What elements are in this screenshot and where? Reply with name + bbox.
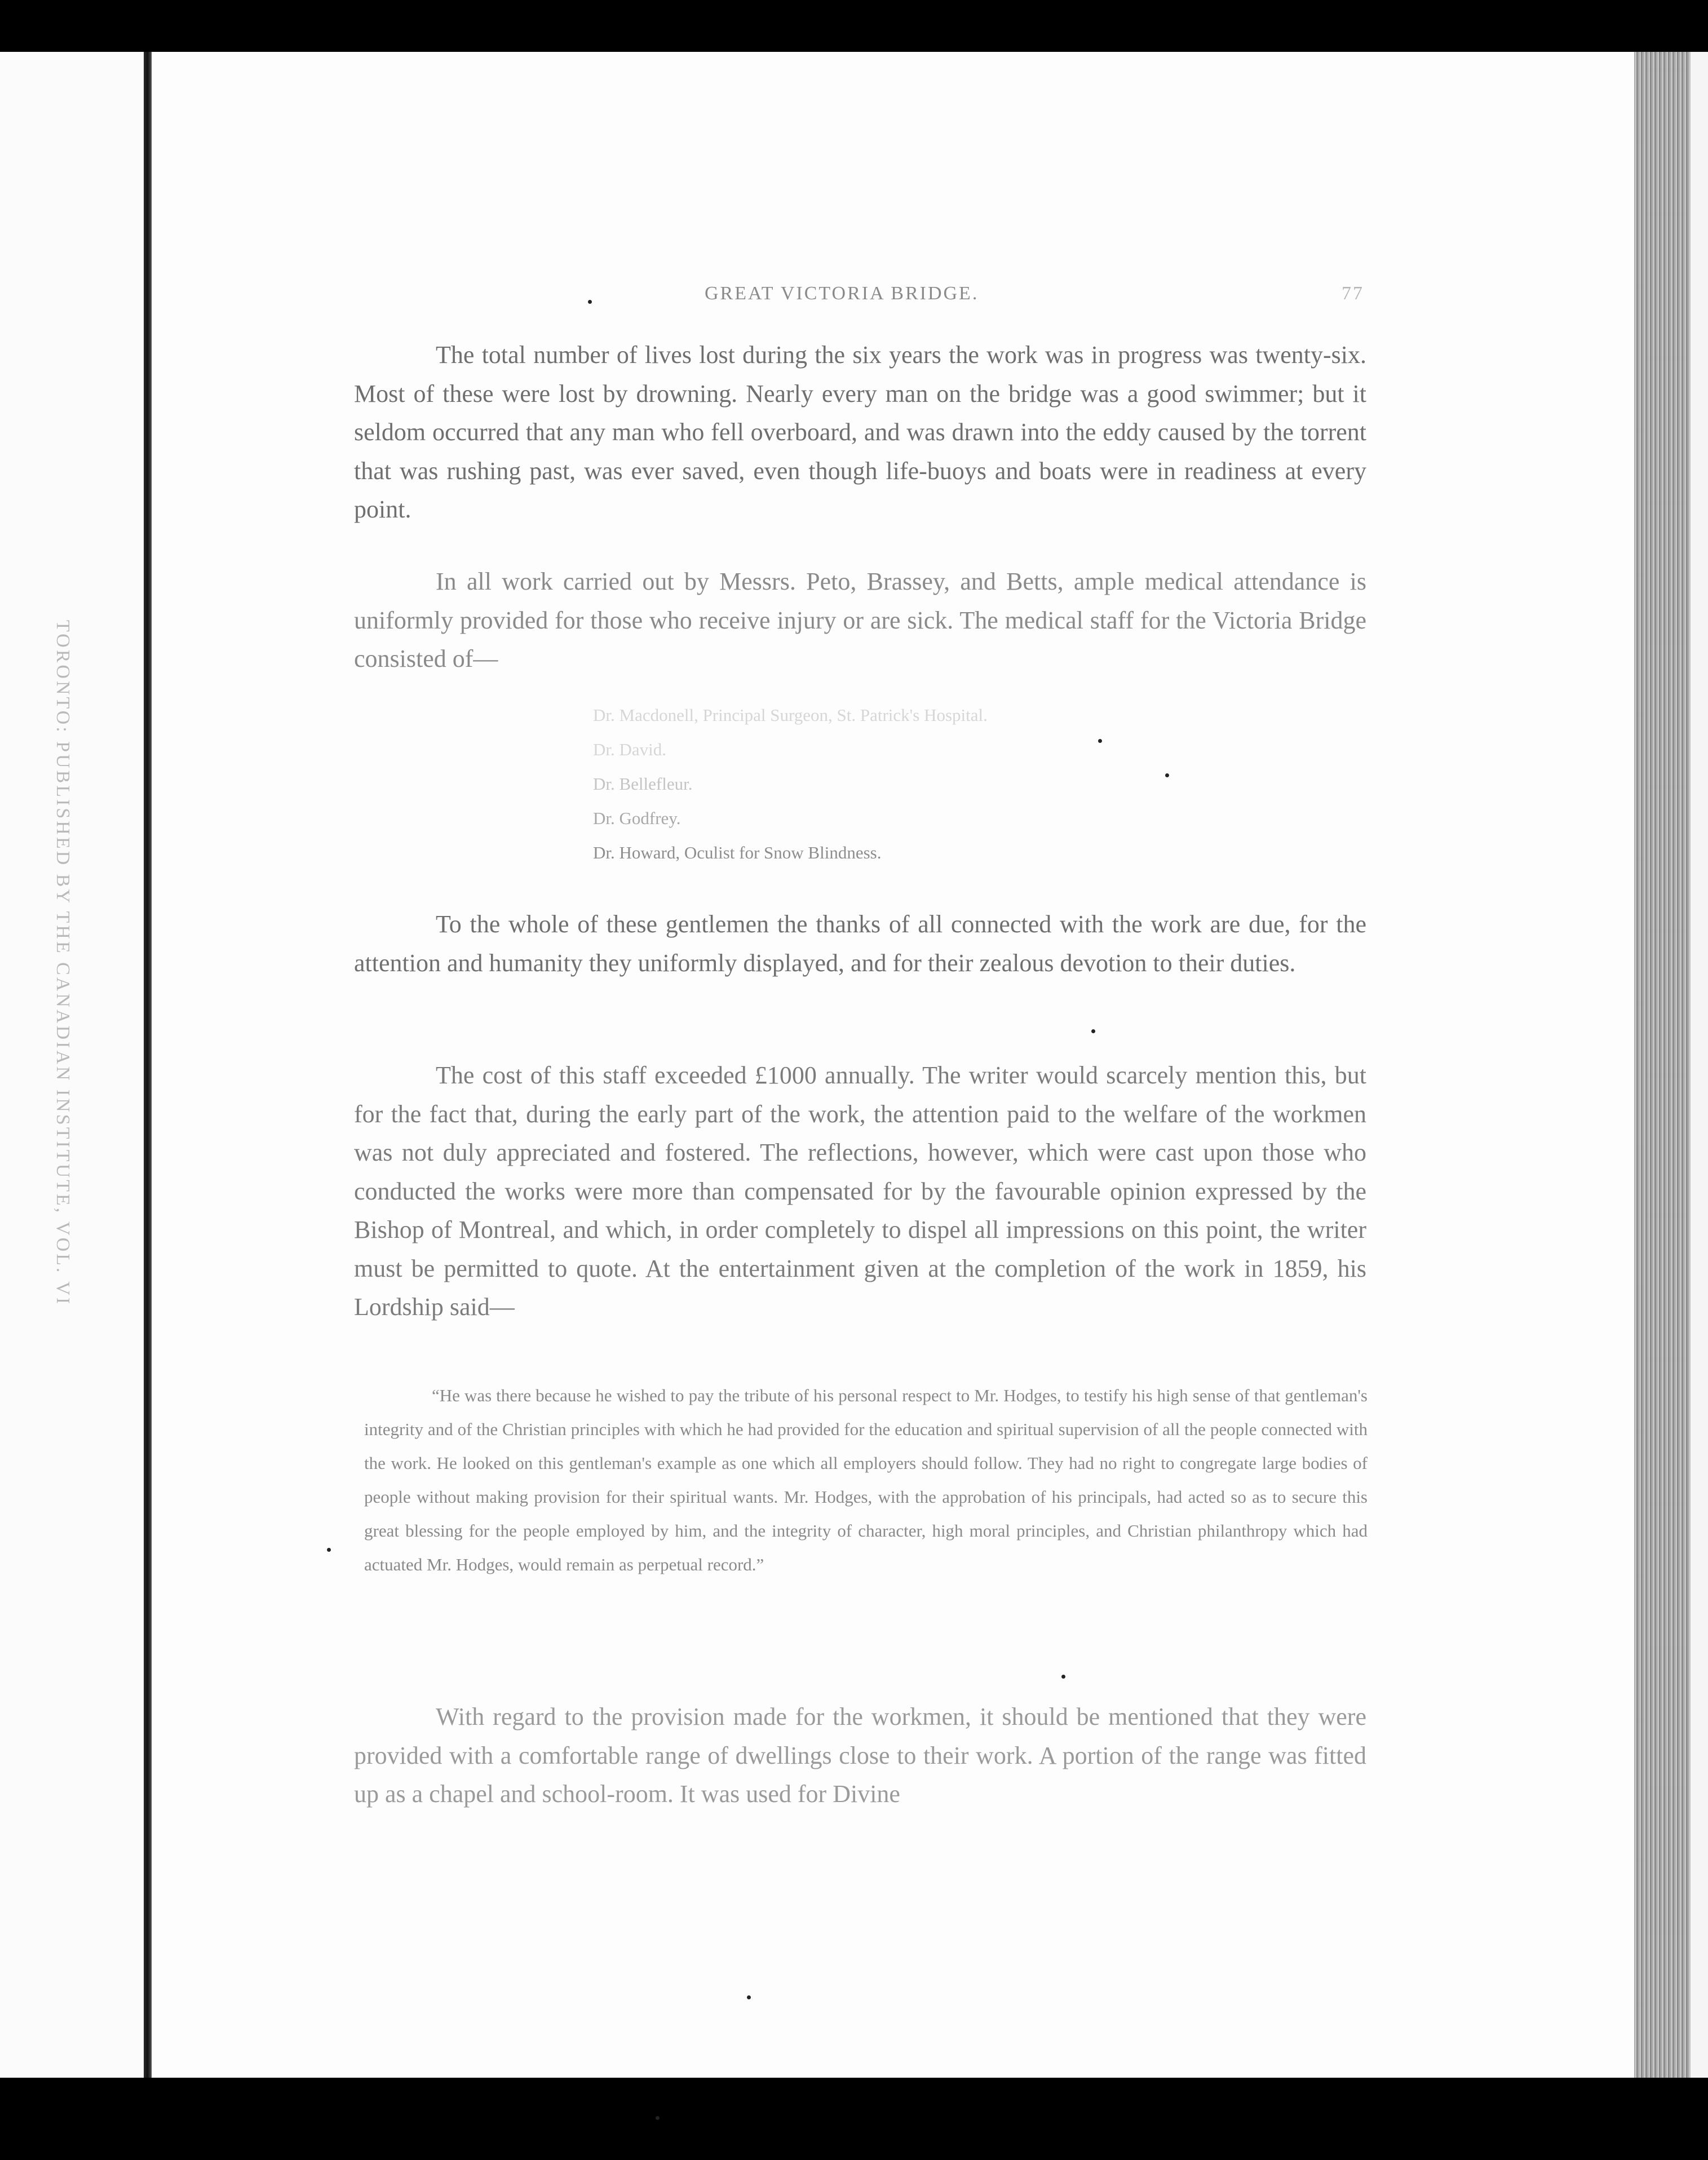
- dust-speck: [1091, 1029, 1095, 1033]
- running-head: [361, 283, 1364, 311]
- dust-speck: [1098, 739, 1102, 743]
- paragraph-lives-lost: The total number of lives lost during the six years the work was in progress was twenty-six. Most of these were lost by drowning. Nearly every man on the bridge was a good swimmer; but it seldom occurred that any man who fell overboard, and was drawn into the eddy caused by the torrent that was rushing past, was ever saved, even though life-buoys and boats were in readiness at every point.: [354, 341, 1366, 523]
- dust-speck: [1061, 1675, 1065, 1679]
- list-item: Dr. Godfrey.: [593, 808, 681, 828]
- paragraph-thanks: To the whole of these gentlemen the thanks of all connected with the work are due, for the attention and humanity they uniformly displayed, and for their zealous devotion to their duties.: [354, 910, 1366, 977]
- dust-speck: [656, 2116, 660, 2120]
- dust-speck: [1165, 773, 1169, 777]
- page-edges: [1634, 52, 1708, 2078]
- medical-staff-list: [593, 698, 1269, 870]
- scan-top-border: [0, 0, 1708, 52]
- paragraph-medical-attendance: In all work carried out by Messrs. Peto, Brassey, and Betts, ample medical attendance is uniformly provided for those who receive injury or are sick. The medical staff for the Victoria Bridge consisted of—: [354, 568, 1366, 672]
- dust-speck: [588, 300, 592, 304]
- dust-speck: [747, 1995, 751, 1999]
- list-item: Dr. Bellefleur.: [593, 774, 693, 794]
- running-title: GREAT VICTORIA BRIDGE.: [705, 283, 979, 304]
- list-item: Dr. Howard, Oculist for Snow Blindness.: [593, 843, 882, 862]
- list-item: Dr. David.: [593, 740, 667, 759]
- scan-bottom-border: [0, 2078, 1708, 2160]
- paragraph-cost-of-staff: The cost of this staff exceeded £1000 annually. The writer would scarcely mention this, but for the fact that, during the early part of the work, the attention paid to the welfare of the workmen was not duly appreciated and fostered. The reflections, however, which were cast upon those who conducted the works were more than compensated for by the favourable opinion expressed by the Bishop of Montreal, and which, in order completely to dispel all impressions on this point, the writer must be permitted to quote. At the entertainment given at the completion of the work in 1859, his Lordship said—: [354, 1061, 1366, 1321]
- paragraph-workmen-provision: With regard to the provision made for the workmen, it should be mentioned that they were provided with a comfortable range of dwellings close to their work. A portion of the range was fitted up as a chapel and school-room. It was used for Divine: [354, 1703, 1366, 1808]
- list-item: Dr. Macdonell, Principal Surgeon, St. Patrick's Hospital.: [593, 705, 988, 725]
- dust-speck: [327, 1548, 331, 1552]
- bishop-quote: “He was there because he wished to pay the tribute of his personal respect to Mr. Hodges, to testify his high sense of that gentleman's integrity and of the Christian principles with which he had provided for the education and spiritual supervision of all the people connected with the work. He looked on this gentleman's example as one which all employers should follow. They had no right to congregate large bodies of people without making provision for their spiritual wants. Mr. Hodges, with the approbation of his principals, had acted so as to secure this great blessing for the people employed by him, and the integrity of character, high moral principles, and Christian philanthropy which had actuated Mr. Hodges, would remain as perpetual record.”: [364, 1386, 1368, 1574]
- page-number: 77: [1342, 283, 1364, 304]
- book-spine-shadow: [144, 52, 152, 2078]
- facing-page-edge: [0, 52, 148, 2078]
- side-stamp-text: TORONTO: PUBLISHED BY THE CANADIAN INSTITUTE, VOL. VI: [52, 620, 73, 1307]
